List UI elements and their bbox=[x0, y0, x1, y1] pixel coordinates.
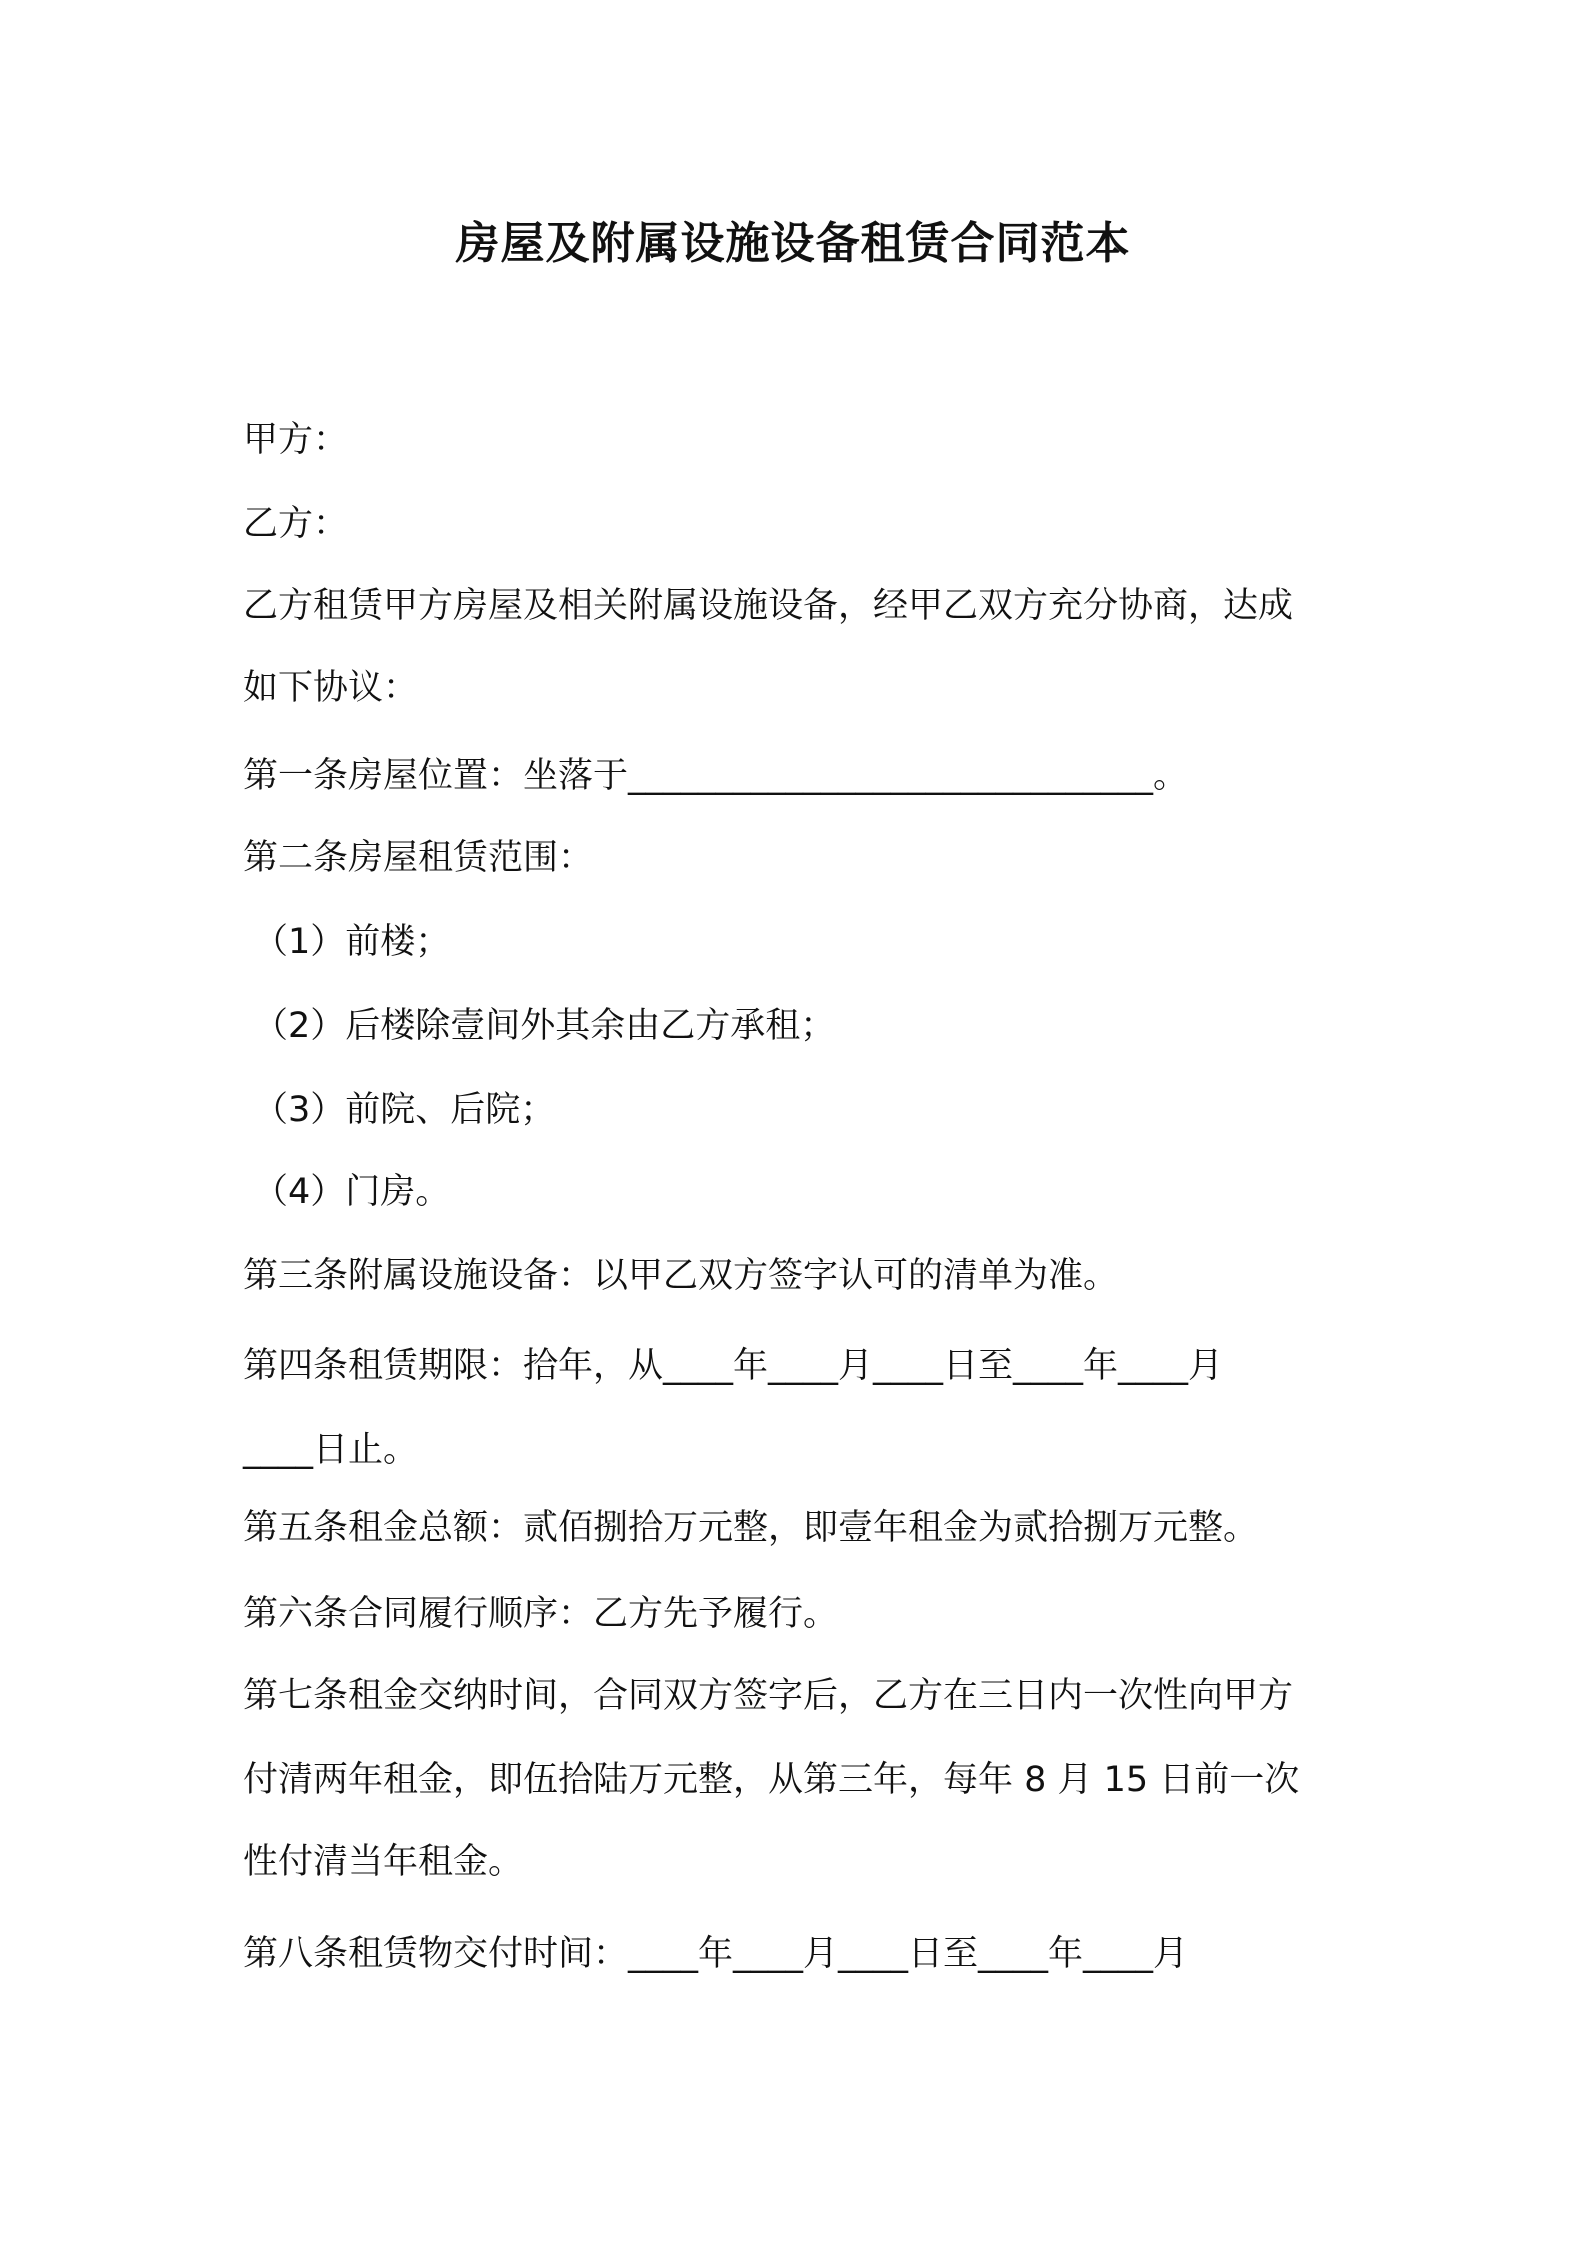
article-2-item-4: （4）门房。 bbox=[253, 1172, 451, 1212]
article-1-line: 第一条房屋位置：坐落于______________________________。 bbox=[243, 756, 1189, 796]
article-2-line: 第二条房屋租赁范围： bbox=[243, 838, 594, 878]
preamble-line-2: 如下协议： bbox=[243, 668, 419, 708]
article-6-line: 第六条合同履行顺序：乙方先予履行。 bbox=[243, 1594, 839, 1634]
document-title: 房屋及附属设施设备租赁合同范本 bbox=[455, 218, 1131, 269]
party-b-line: 乙方： bbox=[243, 504, 349, 544]
article-2-item-1: （1）前楼； bbox=[253, 922, 451, 962]
article-7-line-3: 性付清当年租金。 bbox=[243, 1842, 524, 1882]
article-2-item-3: （3）前院、后院； bbox=[253, 1090, 556, 1130]
party-a-line: 甲方： bbox=[243, 420, 349, 460]
preamble-line-1: 乙方租赁甲方房屋及相关附属设施设备，经甲乙双方充分协商，达成 bbox=[243, 586, 1294, 626]
article-5-line: 第五条租金总额：贰佰捌拾万元整，即壹年租金为贰拾捌万元整。 bbox=[243, 1508, 1259, 1548]
article-4-line-2: ____日止。 bbox=[243, 1430, 419, 1470]
article-8-line: 第八条租赁物交付时间：____年____月____日至____年____月 bbox=[243, 1934, 1189, 1974]
article-7-line-2: 付清两年租金，即伍拾陆万元整，从第三年，每年 8 月 15 日前一次 bbox=[243, 1760, 1300, 1800]
article-7-line-1: 第七条租金交纳时间，合同双方签字后，乙方在三日内一次性向甲方 bbox=[243, 1676, 1294, 1716]
article-4-line-1: 第四条租赁期限：拾年，从____年____月____日至____年____月 bbox=[243, 1346, 1224, 1386]
article-3-line: 第三条附属设施设备：以甲乙双方签字认可的清单为准。 bbox=[243, 1256, 1119, 1296]
article-2-item-2: （2）后楼除壹间外其余由乙方承租； bbox=[253, 1006, 836, 1046]
